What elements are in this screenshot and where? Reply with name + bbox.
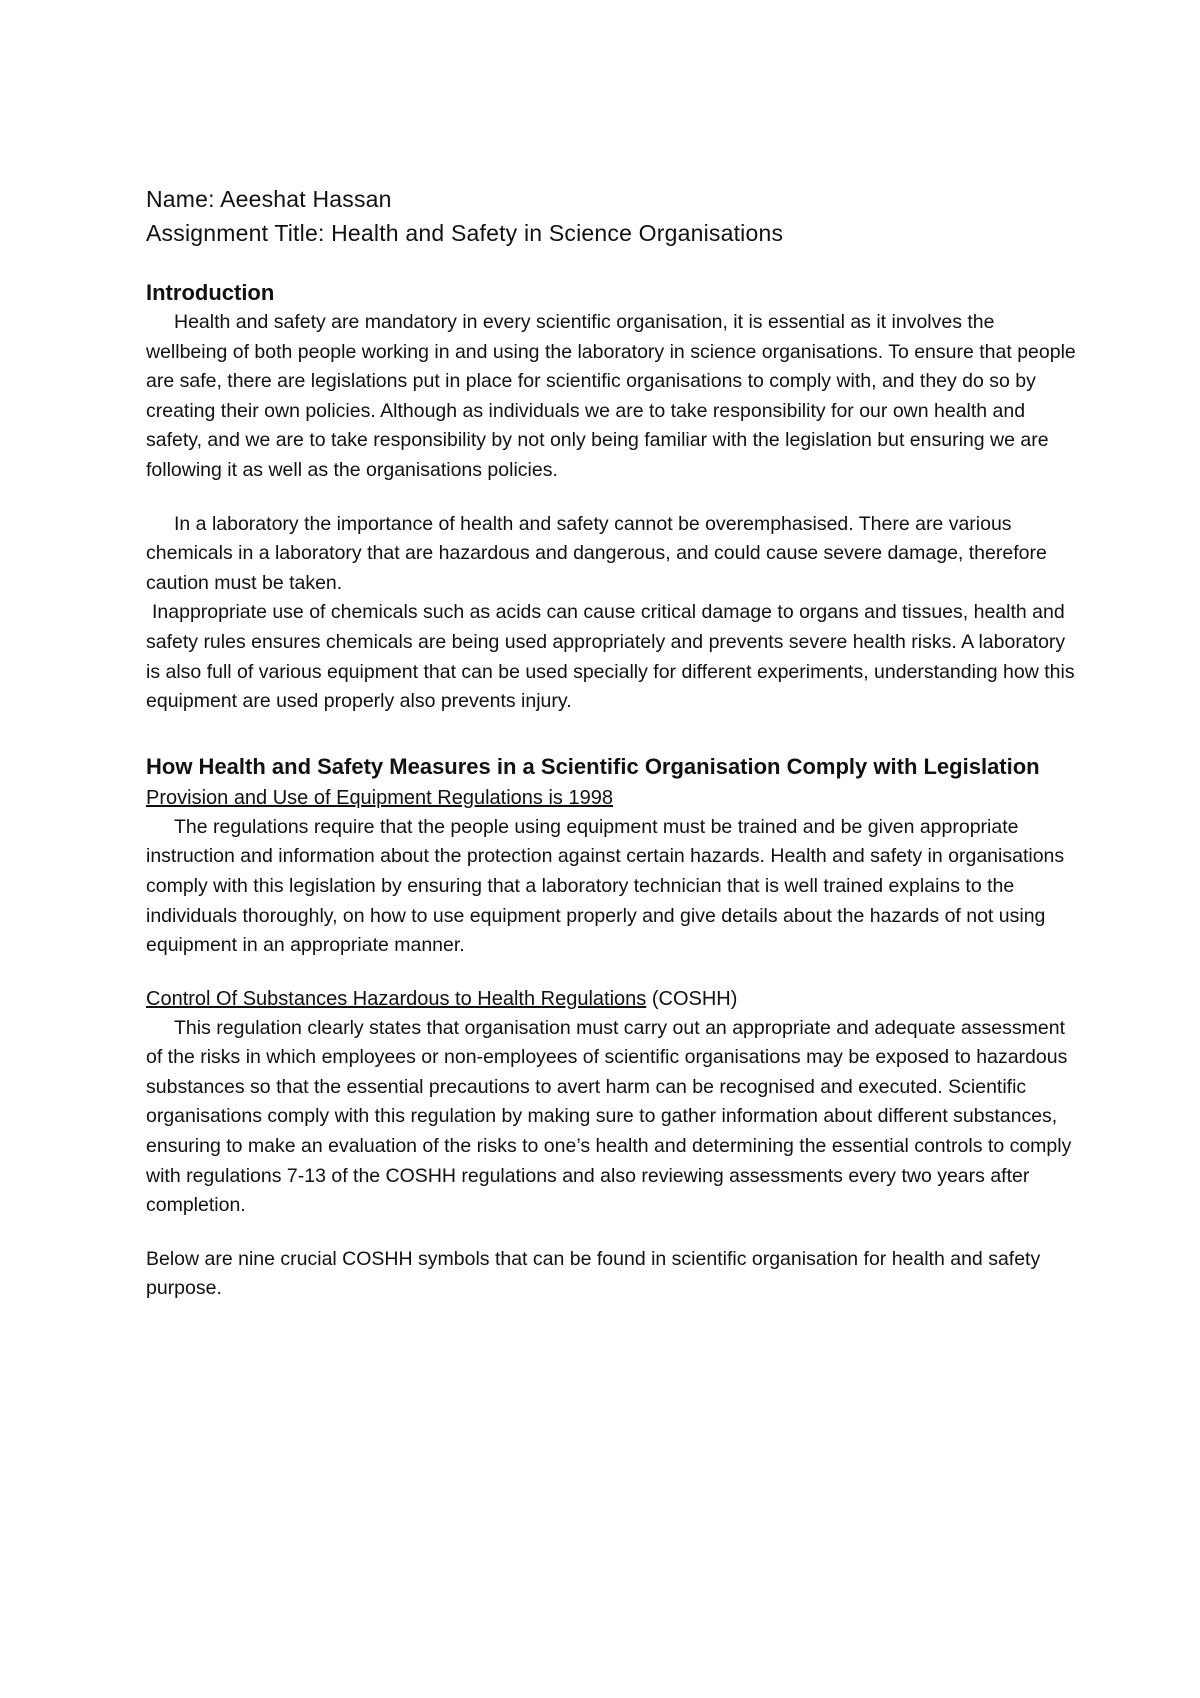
compliance-heading: How Health and Safety Measures in a Scientific Organisation Comply with Legislation xyxy=(146,753,1040,779)
coshh-symbols-intro: Below are nine crucial COSHH symbols that can be found in scientific organisation for health and safety purpose. xyxy=(146,1247,1041,1300)
puwer-subheading xyxy=(146,784,1076,813)
coshh-title: Control Of Substances Hazardous to Health Regulations xyxy=(146,987,647,1010)
author-name: Name: Aeeshat Hassan xyxy=(146,186,392,212)
coshh-subheading xyxy=(146,985,1076,1014)
document-page xyxy=(146,182,1076,1304)
coshh-abbreviation: (COSHH) xyxy=(646,987,738,1010)
coshh-paragraph: This regulation clearly states that organisation must carry out an appropriate and adequate assessment of the risks in which employees or non-employees of scientific organisations may be exposed to hazardous substances so that the essential precautions to avert harm can be recognised and executed. Scientific organisations comply with this regulation by making sure to gather information about different substances, ensuring to make an evaluation of the risks to one’s health and determining the essential controls to comply with regulations 7-13 of the COSHH regulations and also reviewing assessments every two years after completion. xyxy=(146,1016,1072,1217)
introduction-paragraph-1: Health and safety are mandatory in every scientific organisation, it is essential as it involves the wellbeing of both people working in and using the laboratory in science organisations. To ensure that people are safe, there are legislations put in place for scientific organisations to comply with, and they do so by creating their own policies. Although as individuals we are to take responsibility for our own health and safety, and we are to take responsibility by not only being familiar with the legislation but ensuring we are following it as well as the organisations policies. xyxy=(146,311,1076,481)
puwer-paragraph: The regulations require that the people using equipment must be trained and be given appropriate instruction and information about the protection against certain hazards. Health and safety in organisations comply with this legislation by ensuring that a laboratory technician that is well trained explains to the individuals thoroughly, on how to use equipment properly and give details about the hazards of not using equipment in an appropriate manner. xyxy=(146,815,1065,957)
introduction-paragraph-2: In a laboratory the importance of health and safety cannot be overemphasised. There are various chemicals in a laboratory that are hazardous and dangerous, and could cause severe damage, therefore caution must be taken. xyxy=(146,512,1047,594)
introduction-paragraph-3: Inappropriate use of chemicals such as acids can cause critical damage to organs and tissues, health and safety rules ensures chemicals are being used appropriately and prevents severe health risks. A laboratory is also full of various equipment that can be used specially for different experiments, understanding how this equipment are used properly also prevents injury. xyxy=(146,601,1075,713)
introduction-heading: Introduction xyxy=(146,280,275,305)
assignment-title: Assignment Title: Health and Safety in Science Organisations xyxy=(146,220,784,246)
puwer-title: Provision and Use of Equipment Regulations is 1998 xyxy=(146,786,613,809)
